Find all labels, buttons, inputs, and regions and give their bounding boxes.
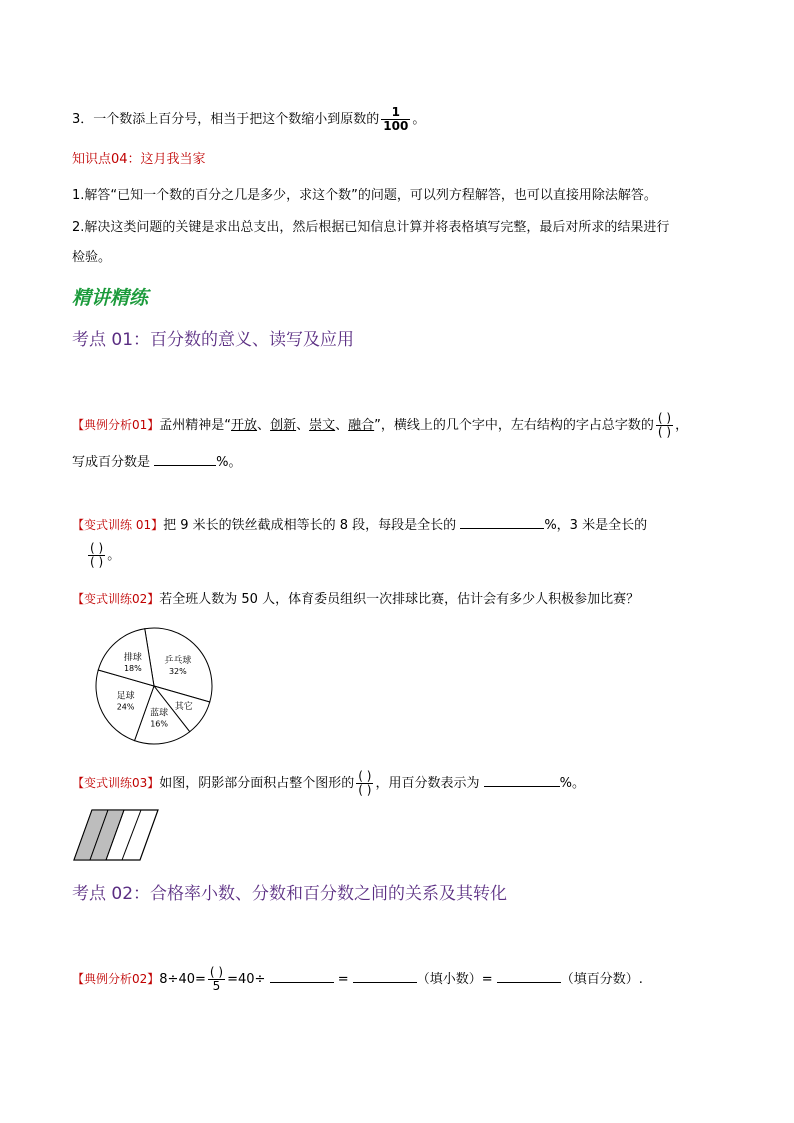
fraction-1-100: $\frac{1}{100}$ xyxy=(383,105,409,133)
item-3-text: 3．一个数添上百分号，相当于把这个数缩小到原数的 xyxy=(72,112,380,127)
example-01-line-2: 写成百分数是 %。 xyxy=(72,451,242,473)
kp4-line-2b: 检验。 xyxy=(72,250,112,265)
example-01-tag: 【典例分析01】 xyxy=(72,418,160,432)
variant-03: 【变式训练03】如图，阴影部分面积占整个图形的 $\frac{( )}{( )}$ ，用百分数表示为 %。 xyxy=(72,769,585,797)
pie-value-label: 18% xyxy=(123,664,142,674)
variant-01-tag: 【变式训练 01】 xyxy=(72,518,164,532)
answer-blank[interactable] xyxy=(154,451,216,466)
section-title: 精讲精练 xyxy=(72,287,149,309)
pie-category-label: 足球 xyxy=(116,691,135,702)
variant-02-tag: 【变式训练02】 xyxy=(72,592,160,606)
answer-blank[interactable] xyxy=(353,968,417,983)
kp4-line-1: 1.解答“已知一个数的百分之几是多少，求这个数”的问题，可以列方程解答，也可以直接用除法解答。 xyxy=(72,188,657,203)
example-01: 【典例分析01】孟州精神是“开放、创新、崇文、融合”，横线上的几个字中，左右结构的字占总字数的 $\frac{( )}{( )}$ ， xyxy=(72,411,689,439)
pie-category-label: 排球 xyxy=(123,653,142,664)
variant-01-line-2: $\frac{( )}{( )}$ 。 xyxy=(90,541,121,569)
parallelogram-figure xyxy=(72,808,160,862)
answer-blank[interactable] xyxy=(460,514,544,529)
pie-chart xyxy=(84,620,224,752)
example-02: 【典例分析02】8÷40= $\frac{( )}{5}$ =40÷ = （填小数）= （填百分数）. xyxy=(72,965,643,993)
answer-blank[interactable] xyxy=(270,968,334,983)
knowledge-point-04-title: 知识点04：这月我当家 xyxy=(72,152,206,167)
pie-category-label: 乒乓球 xyxy=(164,655,192,666)
fraction-blank: $\frac{( )}{( )}$ xyxy=(657,411,672,439)
fraction-blank-5: $\frac{( )}{5}$ xyxy=(209,965,224,993)
answer-blank[interactable] xyxy=(497,968,561,983)
pie-value-label: 24% xyxy=(116,702,135,712)
variant-03-tag: 【变式训练03】 xyxy=(72,776,160,790)
pie-value-label: 16% xyxy=(150,719,168,729)
variant-02: 【变式训练02】若全班人数为 50 人，体育委员组织一次排球比赛，估计会有多少人积极参加比赛？ xyxy=(72,592,640,607)
fraction-blank: $\frac{( )}{( )}$ xyxy=(90,541,104,569)
pie-category-label: 其它 xyxy=(174,702,193,713)
answer-blank[interactable] xyxy=(484,772,560,787)
kp4-line-2a: 2.解决这类问题的关键是求出总支出，然后根据已知信息计算并将表格填写完整，最后对所求的结果进行 xyxy=(72,220,670,235)
fraction-blank: $\frac{( )}{( )}$ xyxy=(358,769,372,797)
item-3: 3．一个数添上百分号，相当于把这个数缩小到原数的 $\frac{1}{100}$ 。 xyxy=(72,105,426,133)
variant-01: 【变式训练 01】把 9 米长的铁丝截成相等长的 8 段，每段是全长的 %，3 米是全长的 xyxy=(72,514,647,536)
exam-point-01-title: 考点 01：百分数的意义、读写及应用 xyxy=(72,330,355,350)
pie-category-label: 蓝球 xyxy=(150,708,169,719)
example-02-tag: 【典例分析02】 xyxy=(72,972,160,986)
pie-value-label: 32% xyxy=(168,666,187,676)
exam-point-02-title: 考点 02：合格率小数、分数和百分数之间的关系及其转化 xyxy=(72,884,508,904)
